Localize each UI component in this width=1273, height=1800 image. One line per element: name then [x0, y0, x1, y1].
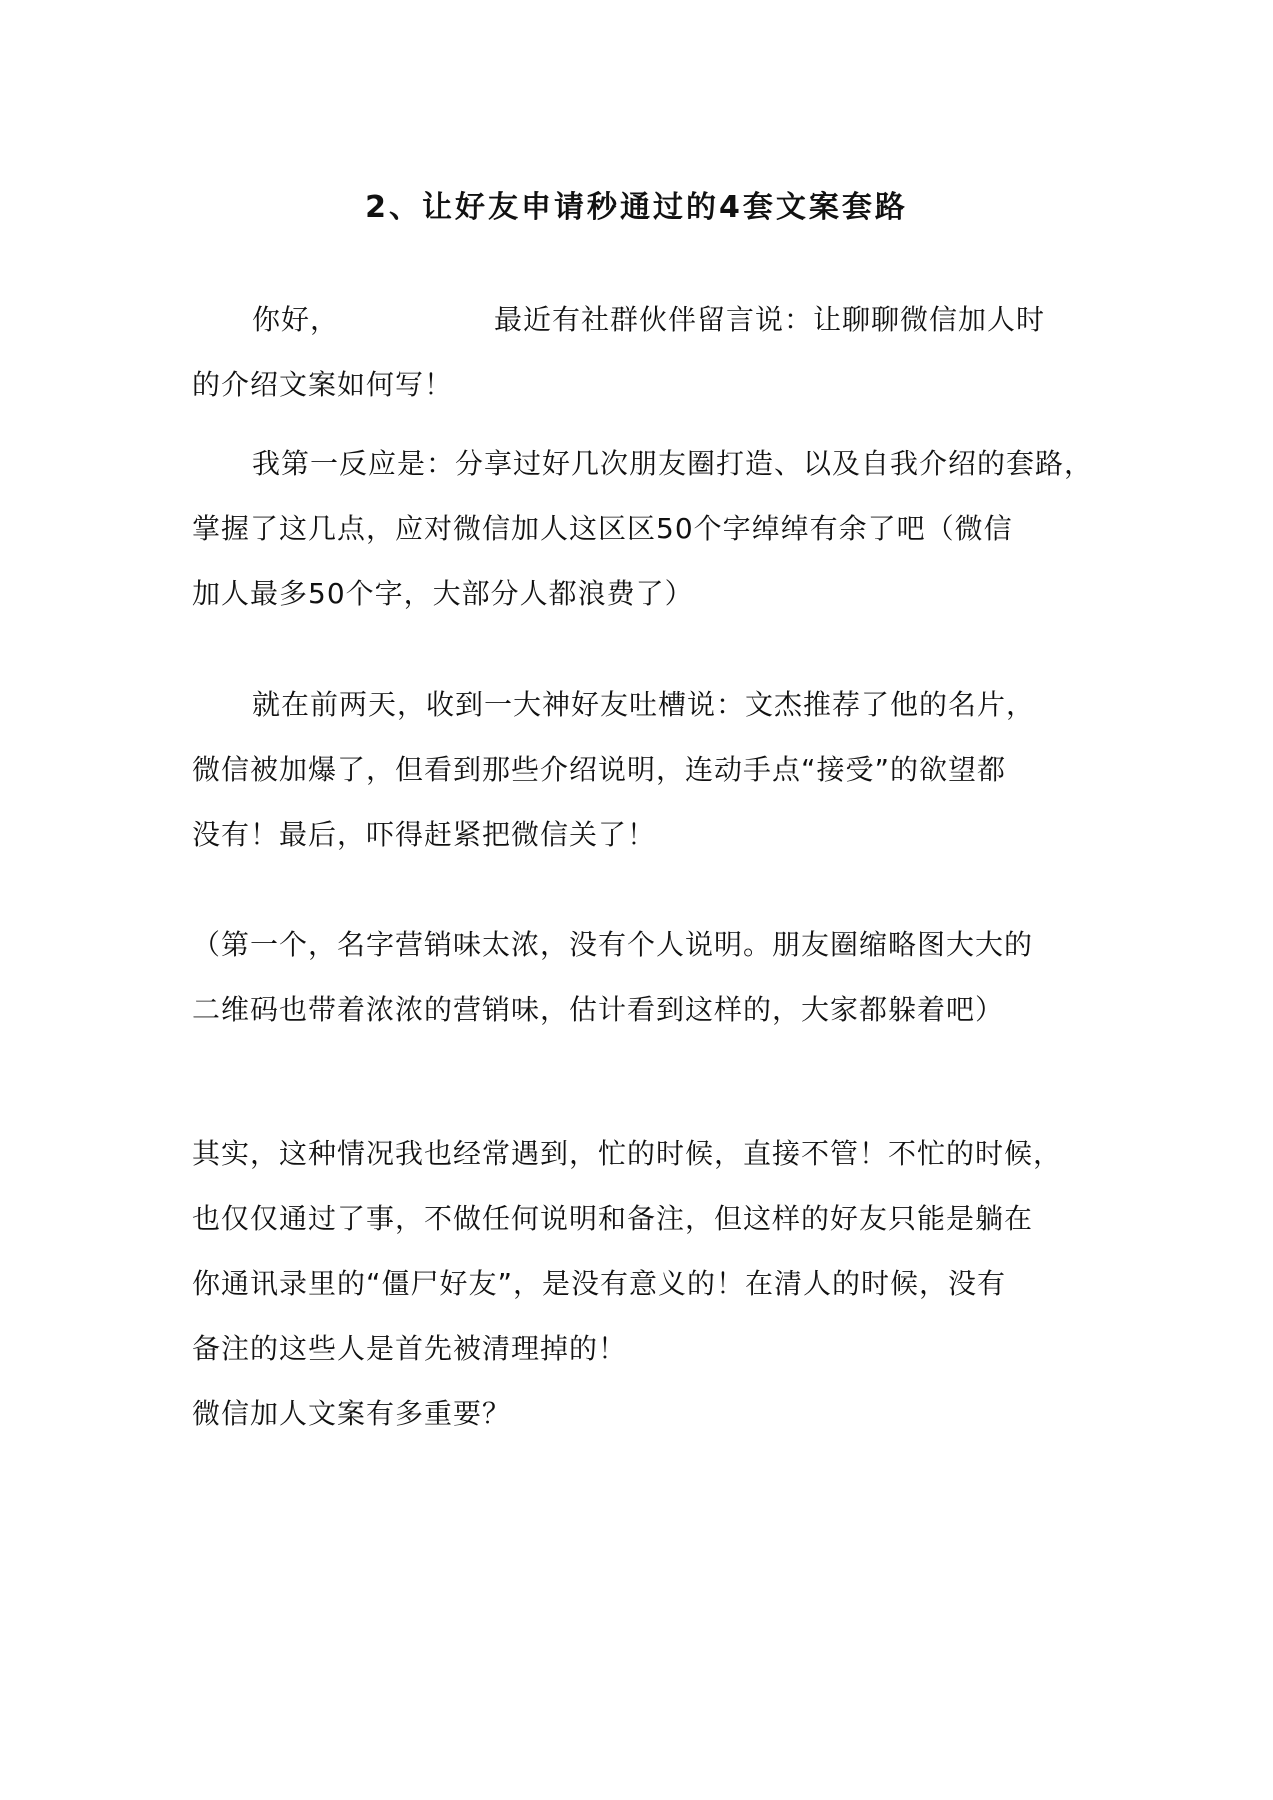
- paragraph-line: 没有！最后，吓得赶紧把微信关了！: [192, 818, 657, 851]
- paragraph-line: 就在前两天，收到一大神好友吐槽说：文杰推荐了他的名片，: [252, 688, 1036, 721]
- paragraph-intro: [192, 287, 1092, 417]
- paragraph-line: 备注的这些人是首先被清理掉的！: [192, 1332, 628, 1365]
- paragraph-zombie-friends: [192, 1121, 1092, 1446]
- paragraph-friend-complaint: [192, 672, 1092, 867]
- paragraph-line: 的介绍文案如何写！: [192, 368, 454, 401]
- paragraph-first-reaction: [192, 431, 1092, 626]
- paragraph-text: 最近有社群伙伴留言说：让聊聊微信加人时: [494, 303, 1046, 336]
- paragraph-line: 其实，这种情况我也经常遇到，忙的时候，直接不管！不忙的时候，: [192, 1137, 1063, 1170]
- paragraph-line: 微信被加爆了，但看到那些介绍说明，连动手点“接受”的欲望都: [192, 753, 1007, 786]
- paragraph-line: [192, 287, 1092, 352]
- paragraph-line: （第一个，名字营销味太浓，没有个人说明。朋友圈缩略图大大的: [192, 928, 1034, 961]
- document-title: 2、让好友申请秒通过的4套文案套路: [365, 190, 908, 225]
- paragraph-line: 二维码也带着浓浓的营销味，估计看到这样的，大家都躲着吧）: [192, 993, 1005, 1026]
- paragraph-question: 微信加人文案有多重要？: [192, 1397, 512, 1430]
- paragraph-line: 也仅仅通过了事，不做任何说明和备注，但这样的好友只能是躺在: [192, 1202, 1034, 1235]
- paragraph-line: 我第一反应是：分享过好几次朋友圈打造、以及自我介绍的套路，: [252, 447, 1094, 480]
- paragraph-line: 掌握了这几点，应对微信加人这区区50个字绰绰有余了吧（微信: [192, 512, 1013, 545]
- greeting-text: 你好，: [252, 303, 340, 336]
- paragraph-line: 你通讯录里的“僵尸好友”，是没有意义的！在清人的时候，没有: [192, 1267, 1007, 1300]
- paragraph-line: 加人最多50个字，大部分人都浪费了）: [192, 577, 694, 610]
- paragraph-note: [192, 912, 1092, 1042]
